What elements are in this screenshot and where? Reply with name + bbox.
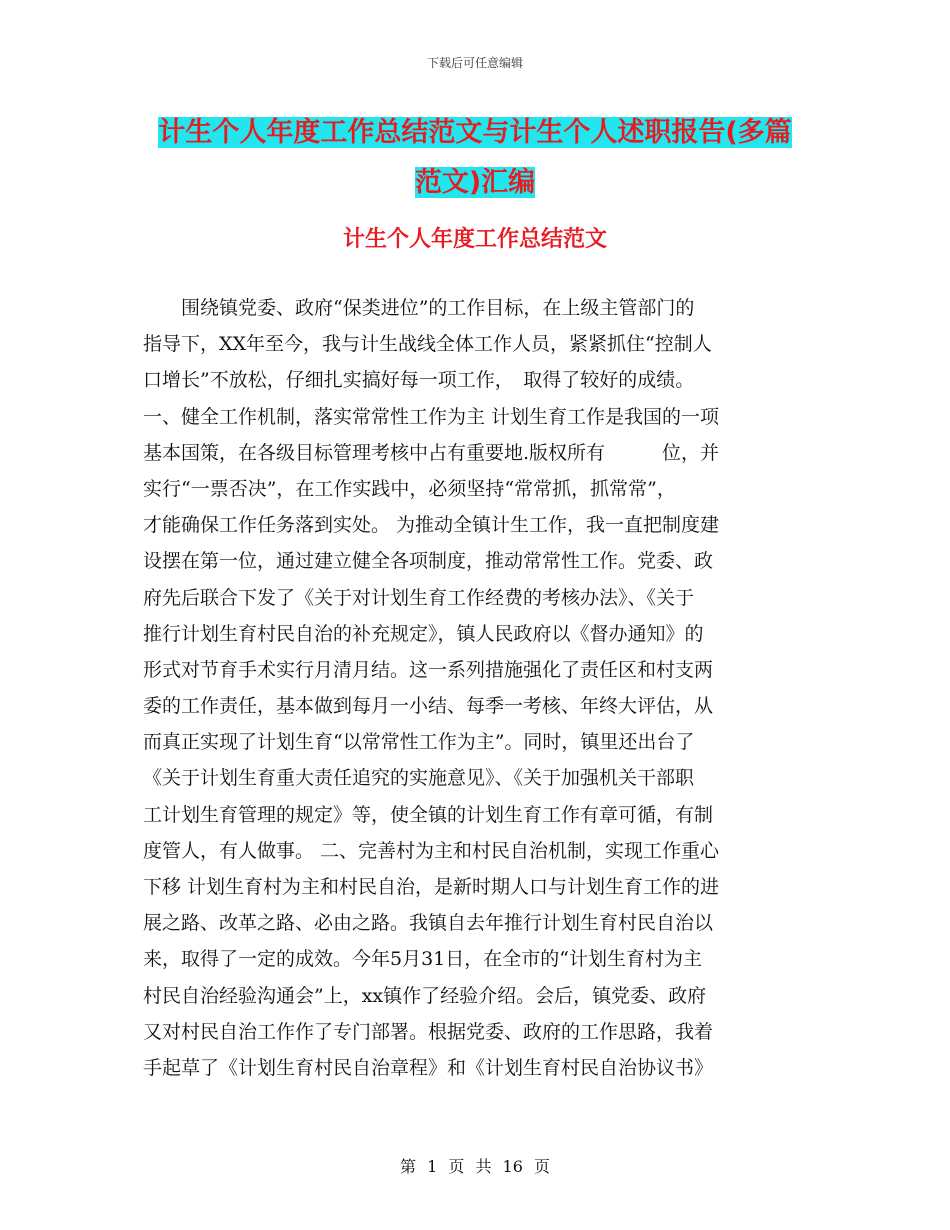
text-line: 又对村民自治工作作了专门部署。根据党委、政府的工作思路，我着	[143, 1020, 714, 1043]
section-title: 计生个人年度工作总结范文	[342, 227, 607, 252]
text-line: 指导下，XX年至今，我与计生战线全体工作人员，紧紧抓住“控制人	[143, 333, 712, 356]
document-title	[140, 108, 810, 208]
text-line: 度管人，有人做事。 二、完善村为主和村民自治机制，实现工作重心	[143, 839, 720, 862]
text-line: 《关于计划生育重大责任追究的实施意见》、《关于加强机关干部职	[143, 767, 695, 790]
text-line: 围绕镇党委、政府“保类进位”的工作目标，在上级主管部门的	[143, 297, 695, 319]
text-line: 基本国策，在各级目标管理考核中占有重要地.版权所有 位，并	[143, 441, 720, 464]
text-line: 口增长”不放松，仔细扎实搞好每一项工作， 取得了较好的成绩。	[143, 369, 695, 392]
title-line-2: 范文)汇编	[414, 167, 536, 198]
title-line-1: 计生个人年度工作总结范文与计生个人述职报告(多篇	[158, 117, 792, 148]
text-line: 才能确保工作任务落到实处。 为推动全镇计生工作，我一直把制度建	[143, 514, 720, 537]
text-line: 推行计划生育村民自治的补充规定》，镇人民政府以《督办通知》的	[143, 622, 704, 645]
text-line: 而真正实现了计划生育“以常常性工作为主”。同时，镇里还出台了	[143, 731, 695, 754]
header-note: 下载后可任意编辑	[426, 56, 523, 70]
text-line: 来，取得了一定的成效。今年5月31日，在全市的“计划生育村为主	[143, 948, 702, 971]
text-line: 下移 计划生育村为主和村民自治，是新时期人口与计划生育工作的进	[143, 876, 720, 898]
body-text	[143, 290, 803, 1086]
text-line: 委的工作责任，基本做到每月一小结、每季一考核、年终大评估，从	[143, 695, 714, 718]
text-line: 府先后联合下发了《关于对计划生育工作经费的考核办法》、《关于	[143, 586, 695, 609]
text-line: 村民自治经验沟通会”上，xx镇作了经验介绍。会后，镇党委、政府	[143, 984, 707, 1007]
text-line: 设摆在第一位，通过建立健全各项制度，推动常常性工作。党委、政	[143, 550, 714, 573]
text-line: 展之路、改革之路、必由之路。我镇自去年推行计划生育村民自治以	[143, 912, 714, 935]
page-footer: 第 1 页 共 16 页	[400, 1157, 550, 1176]
text-line: 手起草了《计划生育村民自治章程》和《计划生育村民自治协议书》	[143, 1056, 714, 1079]
text-line: 工计划生育管理的规定》等，使全镇的计划生育工作有章可循，有制	[143, 803, 714, 826]
text-line: 一、健全工作机制，落实常常性工作为主 计划生育工作是我国的一项	[143, 405, 720, 428]
text-line: 形式对节育手术实行月清月结。这一系列措施强化了责任区和村支两	[143, 658, 714, 681]
text-line: 实行“一票否决”，在工作实践中，必须坚持“常常抓，抓常常”，	[143, 477, 676, 500]
